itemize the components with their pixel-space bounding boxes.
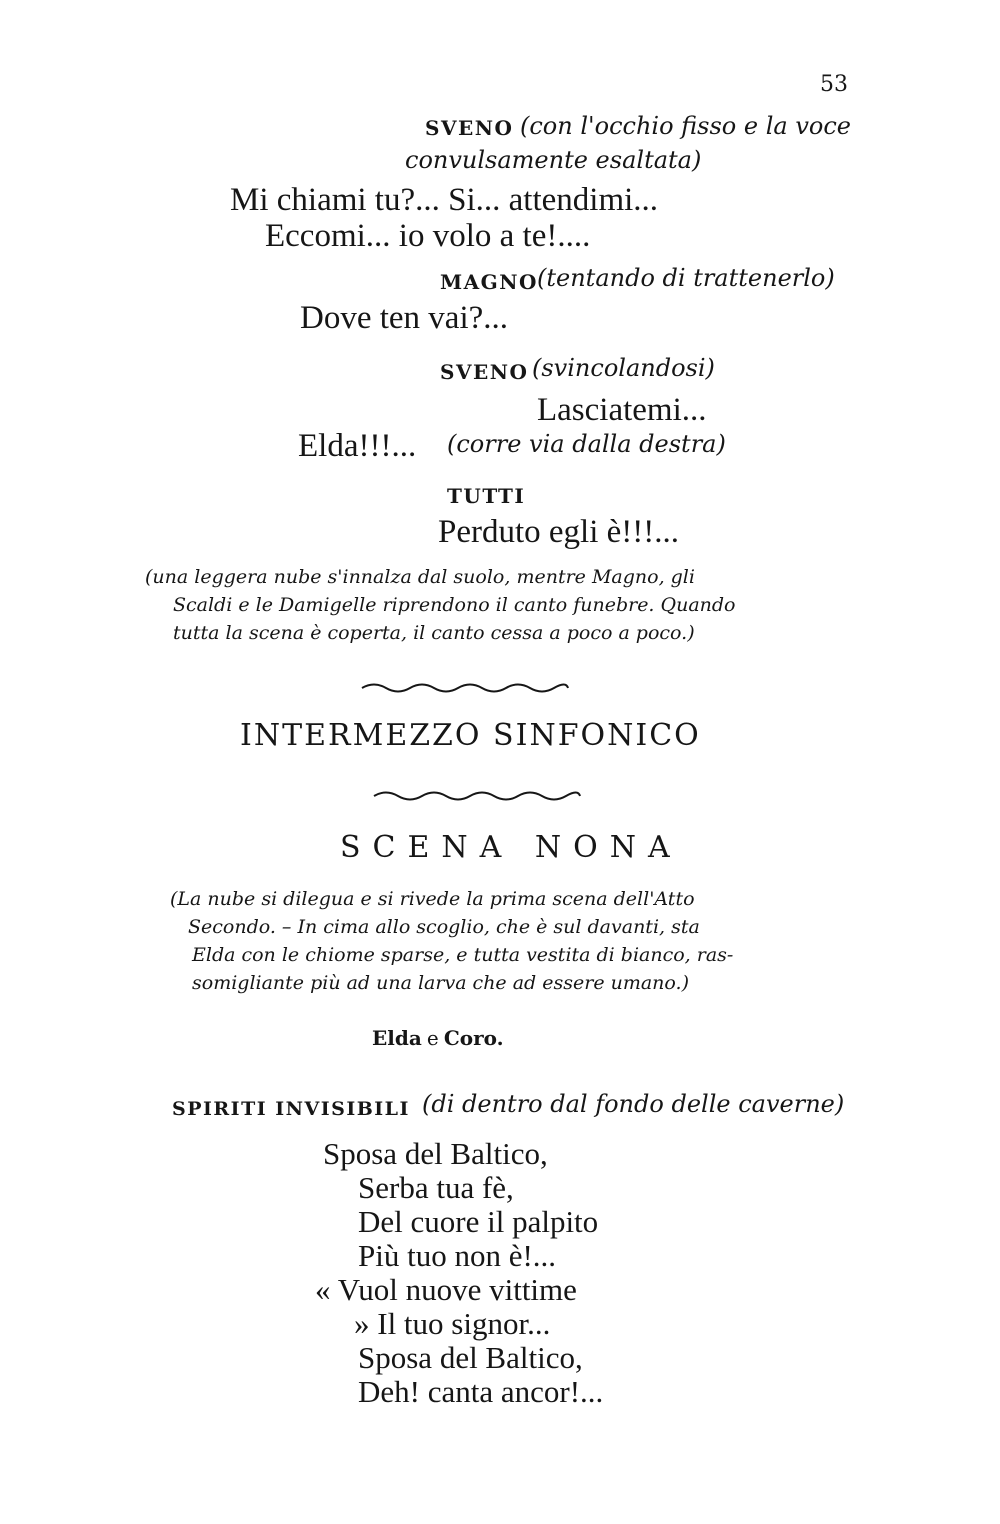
- song-line: Più tuo non è!...: [358, 1238, 557, 1273]
- cast-and: e: [426, 1026, 439, 1050]
- stage-direction: tutta la scena è coperta, il canto cessa a poco a poco.): [173, 622, 695, 644]
- stage-direction: (La nube si dilegua e si rivede la prima scena dell'Atto: [170, 888, 695, 910]
- wavy-rule: [360, 680, 570, 694]
- verse-line: Elda!!!...: [298, 428, 417, 464]
- song-line: Deh! canta ancor!...: [358, 1374, 604, 1409]
- song-line: » Il tuo signor...: [354, 1306, 551, 1341]
- cast-coro: Coro.: [443, 1026, 504, 1050]
- song-line: « Vuol nuove vittime: [315, 1272, 577, 1307]
- song-line: Sposa del Baltico,: [358, 1340, 583, 1375]
- stage-direction: somigliante più ad una larva che ad essere umano.): [192, 972, 689, 994]
- speaker-sveno: SVENO: [440, 360, 529, 384]
- stage-direction: (di dentro dal fondo delle caverne): [422, 1090, 845, 1118]
- stage-direction: (con l'occhio fisso e la voce: [520, 112, 851, 140]
- stage-direction: Scaldi e le Damigelle riprendono il canto funebre. Quando: [173, 594, 736, 616]
- speaker-tutti: TUTTI: [447, 484, 526, 508]
- song-line: Serba tua fè,: [358, 1170, 514, 1205]
- scene-heading: SCENA NONA: [340, 830, 682, 865]
- wavy-rule: [372, 788, 582, 802]
- cast-line: [372, 1026, 504, 1050]
- verse-line: Dove ten vai?...: [300, 300, 509, 336]
- stage-direction: convulsamente esaltata): [405, 146, 702, 174]
- stage-direction: (svincolandosi): [532, 354, 715, 382]
- intermezzo-heading: INTERMEZZO SINFONICO: [240, 718, 701, 753]
- stage-direction: (tentando di trattenerlo): [537, 264, 835, 292]
- song-line: Del cuore il palpito: [358, 1204, 599, 1239]
- cast-elda: Elda: [372, 1026, 422, 1050]
- verse-line: Mi chiami tu?... Si... attendimi...: [230, 182, 659, 218]
- stage-direction: (corre via dalla destra): [447, 430, 726, 458]
- stage-direction: Elda con le chiome sparse, e tutta vestita di bianco, ras-: [192, 944, 734, 966]
- page-number: 53: [820, 72, 848, 97]
- stage-direction: (una leggera nube s'innalza dal suolo, mentre Magno, gli: [145, 566, 695, 588]
- verse-line: Perduto egli è!!!...: [438, 514, 680, 550]
- speaker-spiriti: SPIRITI INVISIBILI: [172, 1098, 410, 1120]
- stage-direction: Secondo. – In cima allo scoglio, che è sul davanti, sta: [188, 916, 700, 938]
- song-line: Sposa del Baltico,: [323, 1136, 548, 1171]
- speaker-magno: MAGNO: [440, 270, 538, 294]
- verse-line: Lasciatemi...: [537, 392, 707, 428]
- speaker-sveno: SVENO: [425, 116, 514, 140]
- verse-line: Eccomi... io volo a te!....: [265, 218, 591, 254]
